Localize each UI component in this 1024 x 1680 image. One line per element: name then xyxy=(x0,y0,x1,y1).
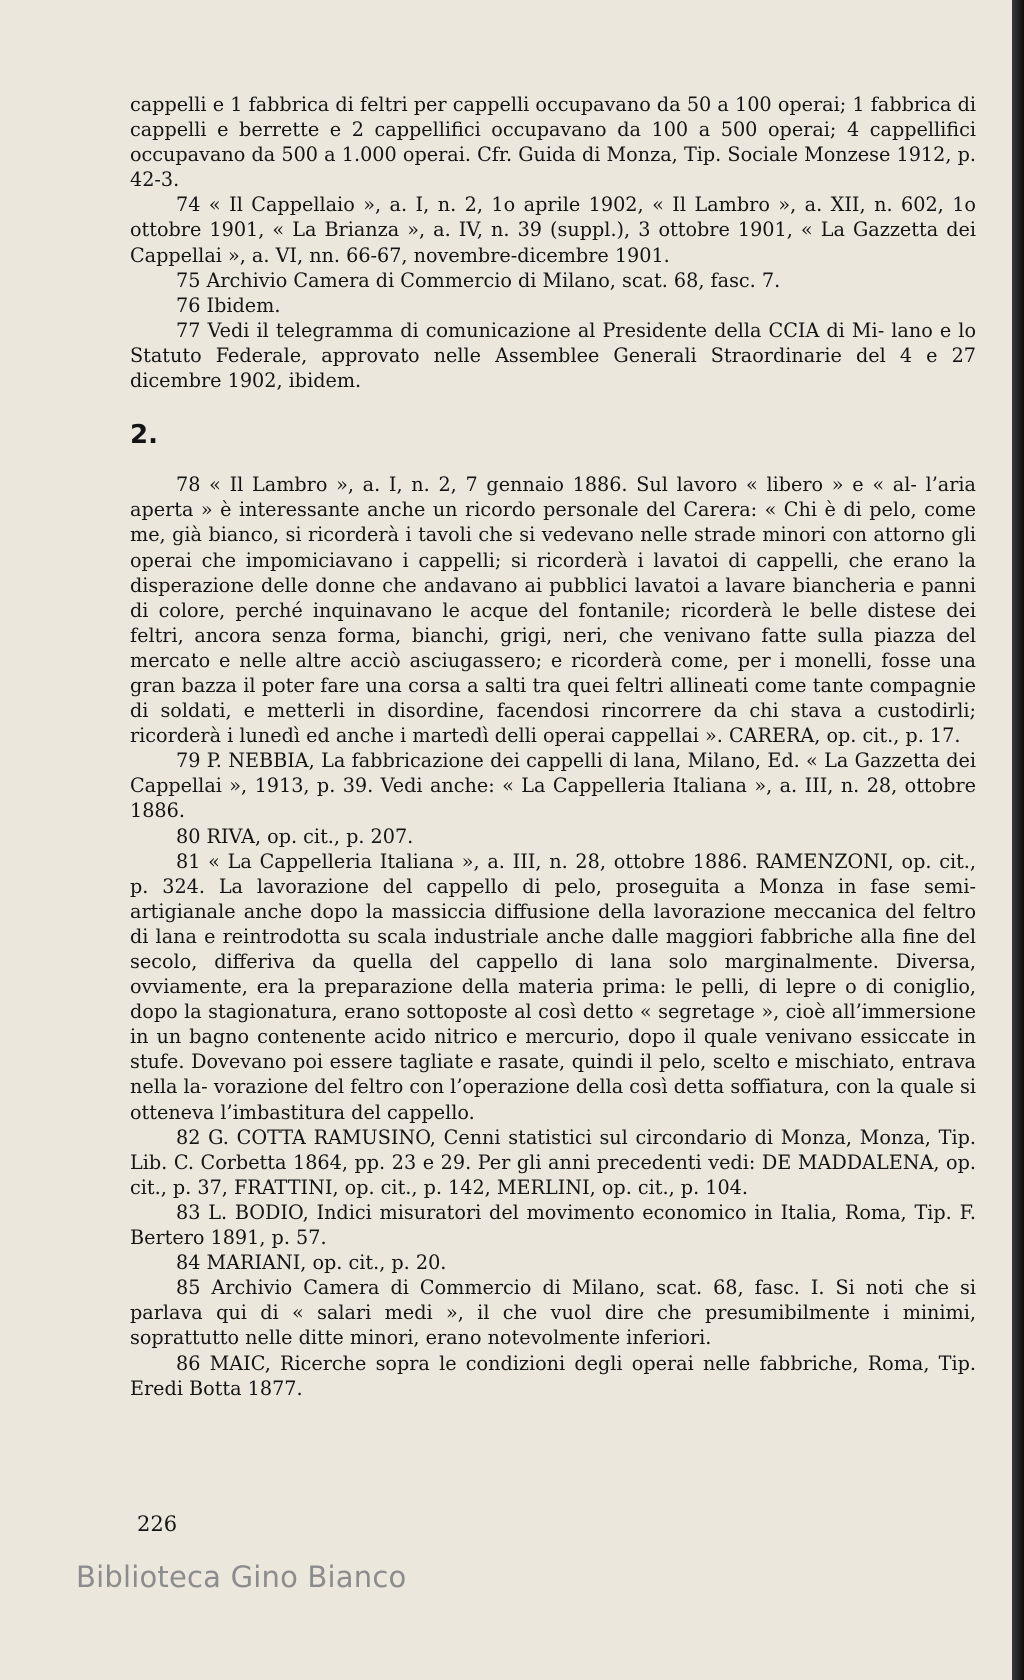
footnotes-text xyxy=(130,92,976,1401)
library-watermark: Biblioteca Gino Bianco xyxy=(76,1560,407,1594)
footnote-80: 80 RIVA, op. cit., p. 207. xyxy=(176,824,414,848)
footnote-83: 83 L. BODIO, Indici misuratori del movimento economico in Italia, Roma, Tip. F. Bertero 1891, p. 57. xyxy=(130,1200,976,1250)
footnote-82: 82 G. COTTA RAMUSINO, Cenni statistici sul circondario di Monza, Monza, Tip. Lib. C. Corbetta 1864, pp. 23 e 29. Per gli anni precedenti vedi: DE MADDALENA, op. cit., p. 37, FRATTINI, op. cit., p. 142, MERLINI, op. cit., p. 104. xyxy=(130,1125,976,1199)
footnote-79: 79 P. NEBBIA, La fabbricazione dei cappelli di lana, Milano, Ed. « La Gazzetta dei Cappellai », 1913, p. 39. Vedi anche: « La Cappelleria Italiana », a. III, n. 28, ottobre 1886. xyxy=(130,749,976,823)
footnote-86: 86 MAIC, Ricerche sopra le condizioni degli operai nelle fabbriche, Roma, Tip. Eredi Botta 1877. xyxy=(130,1351,976,1400)
page-edge-shadow xyxy=(1012,0,1024,1680)
footnote-74: 74 « Il Cappellaio », a. I, n. 2, 1o aprile 1902, « Il Lambro », a. XII, n. 602, 1o ottobre 1901, « La Brianza », a. IV, n. 39 (suppl.), 3 ottobre 1901, « La Gazzetta dei Cappellai », a. VI, nn. 66-67, novembre-dicembre 1901. xyxy=(130,193,976,267)
footnote-85: 85 Archivio Camera di Commercio di Milano, scat. 68, fasc. I. Si noti che si parlava qui di « salari medi », il che vuol dire che presumibilmente i minimi, soprattutto nelle ditte minori, erano notevolmente inferiori. xyxy=(130,1276,977,1350)
footnote-84: 84 MARIANI, op. cit., p. 20. xyxy=(176,1251,447,1275)
footnote-78: 78 « Il Lambro », a. I, n. 2, 7 gennaio 1886. Sul lavoro « libero » e « al- l’aria aperta » è interessante anche un ricordo personale del Carera: « Chi è di pelo, come me, già bianco, si ricorderà i tavoli che si vedevano nelle strade minori con attorno gli operai che impomiciavano i cappelli; si ricorderà i lavatoi di cappelli, che erano la disperazione delle donne che andavano ai pubblici lavatoi a lavare biancheria e panni di colore, perché inquinavano le acque del fontanile; ricorderà le belle distese dei feltri, ancora senza forma, bianchi, grigi, neri, che venivano fatte sulla piazza del mercato e nelle altre acciò asciugassero; e ricorderà come, per i monelli, fosse una gran bazza il poter fare una corsa a salti tra quei feltri allineati come tante compagnie di soldati, e metterli in disordine, facendosi rincorrere da chi stava a custodirli; ricorderà i lunedì ed anche i martedì delli operai cappellai ». CARERA, op. cit., p. 17. xyxy=(130,473,976,748)
footnote-77: 77 Vedi il telegramma di comunicazione al Presidente della CCIA di Mi- lano e lo Statuto Federale, approvato nelle Assemblee Generali Straordinarie del 4 e 27 dicembre 1902, ibidem. xyxy=(130,318,976,393)
footnote-75: 75 Archivio Camera di Commercio di Milano, scat. 68, fasc. 7. xyxy=(176,268,781,292)
footnote-73-continuation: cappelli e 1 fabbrica di feltri per cappelli occupavano da 50 a 100 operai; 1 fabbrica di cappelli e berrette e 2 cappellifici occupavano da 100 a 500 operai; 4 cappellifici occupavano da 500 a 1.000 operai. Cfr. Guida di Monza, Tip. Sociale Monzese 1912, p. 42-3. xyxy=(130,93,976,192)
section-heading: 2. xyxy=(130,420,158,451)
footnote-76: 76 Ibidem. xyxy=(176,293,281,317)
footnote-81: 81 « La Cappelleria Italiana », a. III, n. 28, ottobre 1886. RAMENZONI, op. cit., p. 324. La lavorazione del cappello di pelo, proseguita a Monza in fase semi-artigianale anche dopo la massiccia diffusione della lavorazione meccanica del feltro di lana e reintrodotta su scala industriale anche dalle maggiori fabbriche alla fine del secolo, differiva da quella del cappello di lana solo marginalmente. Diversa, ovviamente, era la preparazione della materia prima: le pelli, di lepre o di coniglio, dopo la stagionatura, erano sottoposte al così detto « segretage », cioè all’immersione in un bagno contenente acido nitrico e mercurio, dopo il quale venivano essiccate in stufe. Dovevano poi essere tagliate e rasate, quindi il pelo, scelto e mischiato, entrava nella la- vorazione del feltro con l’operazione della così detta soffiatura, con la quale si otteneva l’imbastitura del cappello. xyxy=(130,849,976,1124)
page-number: 226 xyxy=(137,1512,178,1536)
